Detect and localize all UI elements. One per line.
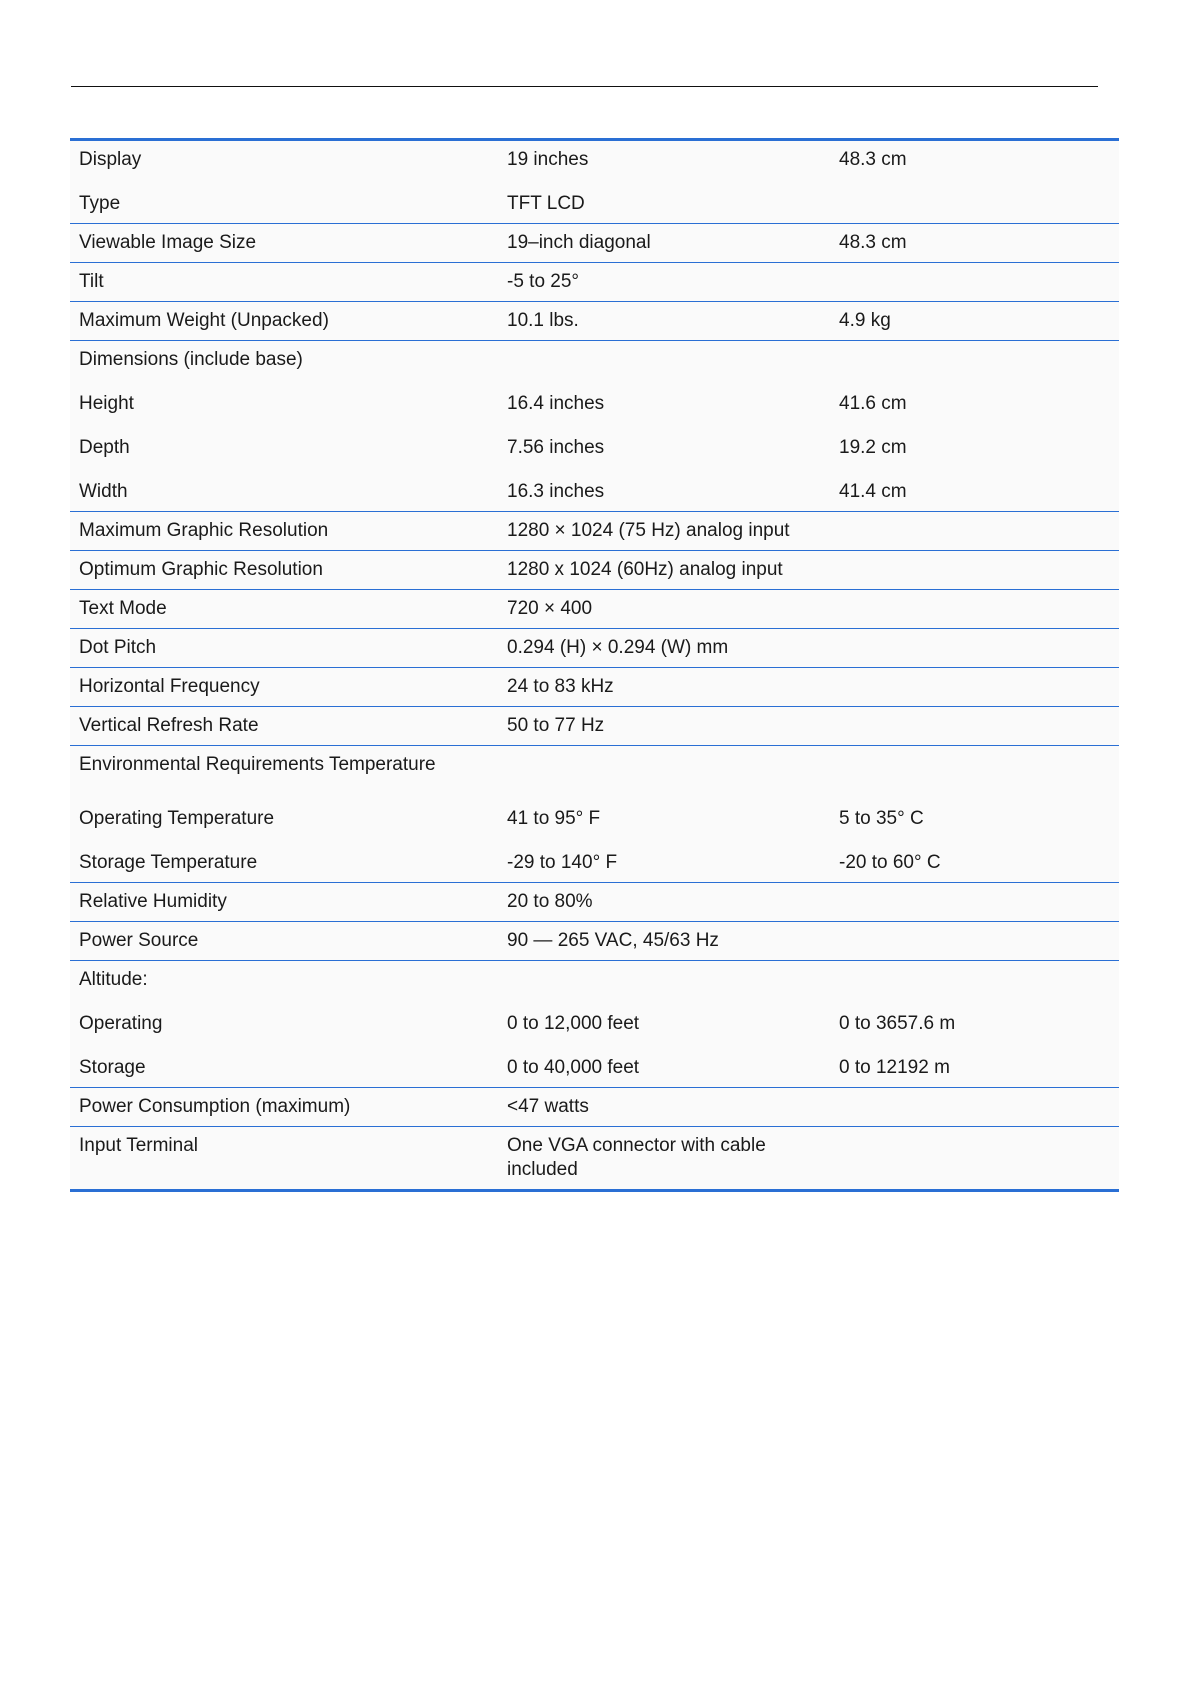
spec-label: Tilt [79, 271, 104, 292]
spec-row [70, 929, 1119, 953]
spec-metric: 41.6 cm [839, 393, 907, 414]
spec-label: Maximum Weight (Unpacked) [79, 310, 329, 331]
spec-label: Dot Pitch [79, 637, 157, 658]
spec-value: 0 to 12,000 feet [507, 1013, 640, 1034]
spec-group-display [70, 141, 1119, 224]
spec-row [70, 1134, 1119, 1182]
spec-value: 20 to 80% [507, 891, 593, 912]
spec-row [70, 192, 1119, 216]
spec-value: 19–inch diagonal [507, 232, 651, 253]
spec-metric: 41.4 cm [839, 481, 907, 502]
spec-row [70, 348, 1119, 372]
spec-label: Input Terminal [79, 1135, 198, 1156]
spec-value: 16.4 inches [507, 393, 605, 414]
spec-value: One VGA connector with cable included [507, 1135, 766, 1180]
spec-metric: 19.2 cm [839, 437, 907, 458]
spec-row [70, 636, 1119, 660]
spec-group-text-mode [70, 590, 1119, 629]
spec-row [70, 519, 1119, 543]
spec-label: Height [79, 393, 134, 414]
spec-row [70, 714, 1119, 738]
specifications-table [70, 138, 1119, 1192]
spec-group-viewable-image-size [70, 224, 1119, 263]
spec-group-power-source [70, 922, 1119, 961]
spec-label: Vertical Refresh Rate [79, 715, 259, 736]
spec-value: -29 to 140° F [507, 852, 618, 873]
spec-group-humidity [70, 883, 1119, 922]
spec-row [70, 270, 1119, 294]
spec-metric: 48.3 cm [839, 232, 907, 253]
spec-group-weight [70, 302, 1119, 341]
spec-value: TFT LCD [507, 193, 585, 214]
spec-metric: 4.9 kg [839, 310, 891, 331]
spec-group-vertical-refresh [70, 707, 1119, 746]
spec-value: 50 to 77 Hz [507, 715, 605, 736]
spec-label: Width [79, 481, 128, 502]
spec-metric: -20 to 60° C [839, 852, 941, 873]
spec-group-dot-pitch [70, 629, 1119, 668]
spec-value: 720 × 400 [507, 598, 593, 619]
spec-label: Maximum Graphic Resolution [79, 520, 329, 541]
spec-metric: 0 to 3657.6 m [839, 1013, 956, 1034]
spec-row [70, 480, 1119, 504]
spec-value: 41 to 95° F [507, 808, 601, 829]
spec-group-optimum-resolution [70, 551, 1119, 590]
spec-row [70, 436, 1119, 460]
spec-label: Altitude: [79, 969, 148, 990]
spec-label: Storage [79, 1057, 146, 1078]
spec-row [70, 753, 1119, 777]
spec-group-environmental [70, 746, 1119, 883]
spec-value: 0 to 40,000 feet [507, 1057, 640, 1078]
spec-group-horizontal-frequency [70, 668, 1119, 707]
spec-row [70, 890, 1119, 914]
spec-value: 0.294 (H) × 0.294 (W) mm [507, 637, 729, 658]
spec-value: 7.56 inches [507, 437, 605, 458]
spec-value: 24 to 83 kHz [507, 676, 614, 697]
spec-group-max-resolution [70, 512, 1119, 551]
spec-label: Text Mode [79, 598, 167, 619]
spec-label: Power Consumption (maximum) [79, 1096, 351, 1117]
spec-value: 1280 × 1024 (75 Hz) analog input [507, 520, 790, 541]
spec-label: Display [79, 149, 142, 170]
header-rule [71, 86, 1098, 87]
spec-value: 10.1 lbs. [507, 310, 579, 331]
spec-label: Operating [79, 1013, 163, 1034]
spec-label: Operating Temperature [79, 808, 275, 829]
spec-group-input-terminal [70, 1127, 1119, 1189]
spec-metric: 48.3 cm [839, 149, 907, 170]
spec-group-tilt [70, 263, 1119, 302]
spec-row [70, 558, 1119, 582]
spec-label: Horizontal Frequency [79, 676, 260, 697]
spec-row [70, 807, 1119, 831]
spec-label: Dimensions (include base) [79, 349, 303, 370]
spec-value: <47 watts [507, 1096, 589, 1117]
spec-label: Storage Temperature [79, 852, 258, 873]
spec-row [70, 597, 1119, 621]
spec-label: Environmental Requirements Temperature [79, 754, 436, 775]
spec-row [70, 1056, 1119, 1080]
spec-row [70, 1012, 1119, 1036]
spec-value: 90 — 265 VAC, 45/63 Hz [507, 930, 719, 951]
spec-row [70, 1095, 1119, 1119]
spec-value: 16.3 inches [507, 481, 605, 502]
spec-row [70, 675, 1119, 699]
spec-group-altitude [70, 961, 1119, 1088]
spec-group-power-consumption [70, 1088, 1119, 1127]
spec-label: Type [79, 193, 121, 214]
spec-value: 19 inches [507, 149, 589, 170]
spec-label: Power Source [79, 930, 199, 951]
spec-row [70, 968, 1119, 992]
spec-row [70, 309, 1119, 333]
spec-row [70, 851, 1119, 875]
spec-value: 1280 x 1024 (60Hz) analog input [507, 559, 783, 580]
spec-row [70, 392, 1119, 416]
spec-label: Depth [79, 437, 130, 458]
spec-metric: 0 to 12192 m [839, 1057, 950, 1078]
spec-row [70, 148, 1119, 172]
spec-group-dimensions [70, 341, 1119, 512]
spec-label: Optimum Graphic Resolution [79, 559, 323, 580]
spec-label: Relative Humidity [79, 891, 227, 912]
spec-label: Viewable Image Size [79, 232, 257, 253]
spec-metric: 5 to 35° C [839, 808, 924, 829]
spec-row [70, 231, 1119, 255]
spec-value: -5 to 25° [507, 271, 580, 292]
